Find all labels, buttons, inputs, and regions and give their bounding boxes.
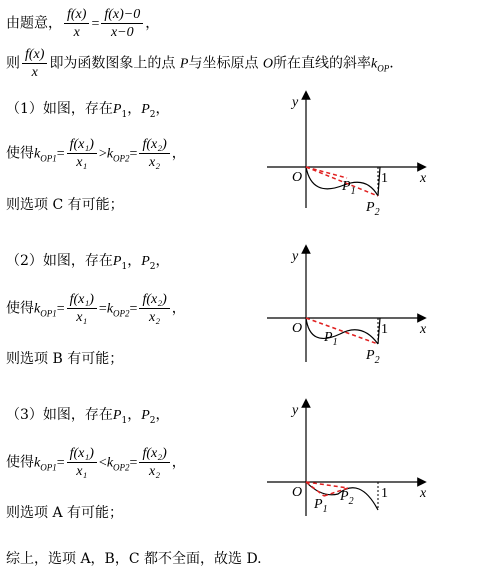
axis-x-label: x: [420, 322, 427, 337]
intro-line-1: 由题意， $\frac{f(x)}{x}$ = $\frac{f(x)-0}{x-0}$ ，: [6, 7, 160, 40]
case-1-formula: 使得$k_{OP1}=$ $\frac{\text{f(x₁)}}{\text{x₁}}$ $>k_{OP2}=$ $\frac{\text{f(x₂)}}{\text{x₂}}$ ，: [6, 137, 186, 170]
axis-x-label: x: [420, 486, 427, 501]
graph-2: [262, 244, 437, 374]
intro-meaning: 即为函数图象上的点: [49, 55, 176, 72]
intro-then: 则: [6, 55, 20, 72]
axis-x-label: x: [420, 171, 427, 186]
fraction-fx-over-x: $\frac{f(x)}{x}$: [64, 6, 89, 41]
case-2-heading: （2）如图，存在$P_1$，$P_2$，: [6, 253, 170, 272]
axis-y-label: y: [292, 403, 299, 418]
graph-3: [262, 398, 437, 528]
p2-label: $P_2$: [366, 348, 380, 366]
fraction-fx-over-x-2: $\frac{f(x)}{x}$: [22, 46, 47, 81]
tick-one-label: 1: [381, 171, 388, 186]
tick-one-label: 1: [381, 322, 388, 337]
intro-line-2: 则 $\frac{f(x)}{x}$ 即为函数图象上的点 P与坐标原点 O所在直线的斜率$k_{OP}$.: [6, 47, 394, 80]
origin-label: O: [292, 321, 303, 336]
p2-label: $P_2$: [340, 489, 354, 507]
p2-label: $P_2$: [366, 200, 380, 218]
case-3-conclusion: 则选项 A 有可能；: [6, 505, 124, 521]
fraction-difference-quotient: $\frac{f(x)-0}{x-0}$: [101, 6, 143, 41]
p1-label: $P_1$: [314, 497, 328, 515]
case-3-formula: 使得$k_{OP1}=$ $\frac{\text{f(x₁)}}{\text{x₁}}$ $<k_{OP2}=$ $\frac{\text{f(x₂)}}{\text{x₂}}$ ，: [6, 446, 186, 479]
summary: 综上，选项 A，B，C 都不全面，故选 D.: [6, 551, 262, 567]
origin-label: O: [292, 170, 303, 185]
origin-label: O: [292, 485, 303, 500]
segment-OP1-OP2: [306, 318, 378, 344]
intro-lead: 由题意，: [6, 15, 62, 32]
case-2-conclusion: 则选项 B 有可能；: [6, 351, 124, 367]
case-1-conclusion: 则选项 C 有可能；: [6, 197, 124, 213]
case-1-heading: （1）如图，存在$P_1$，$P_2$，: [6, 101, 170, 120]
case-3-heading: （3）如图，存在$P_1$，$P_2$，: [6, 407, 170, 426]
p1-label: $P_1$: [342, 179, 356, 197]
axis-y-label: y: [292, 95, 299, 110]
case-2-formula: 使得$k_{OP1}=$ $\frac{\text{f(x₁)}}{\text{x₁}}$ $=k_{OP2}=$ $\frac{\text{f(x₂)}}{\text{x₂}}$ ，: [6, 292, 186, 325]
p1-label: $P_1$: [324, 330, 338, 348]
tick-one-label: 1: [381, 486, 388, 501]
axis-y-label: y: [292, 249, 299, 264]
graph-1: [262, 90, 437, 220]
segment-OP1: [306, 167, 347, 178]
